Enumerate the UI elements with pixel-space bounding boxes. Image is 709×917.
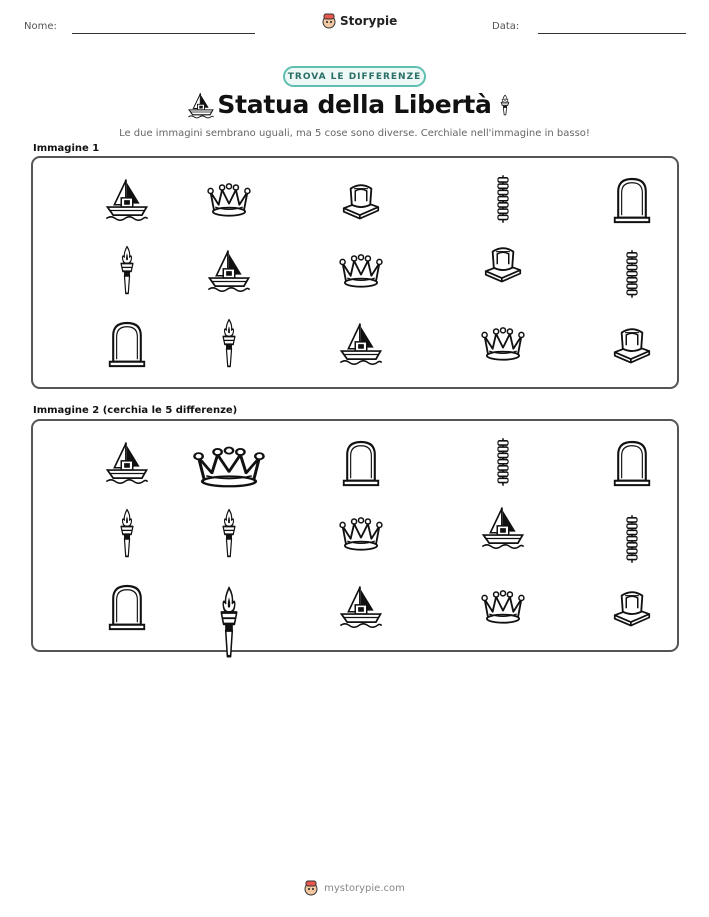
torch-icon[interactable] [197, 503, 261, 563]
date-label: Data: [492, 21, 520, 32]
crown-icon [329, 240, 393, 300]
panel2-label: Immagine 2 (cerchia le 5 differenze) [33, 405, 238, 416]
date-field[interactable] [538, 33, 686, 34]
brand-logo [322, 13, 397, 29]
image-2-panel[interactable] [31, 419, 679, 652]
spine-icon [600, 244, 664, 304]
tombstone-icon [95, 313, 159, 373]
tombstone-icon [600, 169, 664, 229]
panel1-label: Immagine 1 [33, 143, 100, 154]
torch-icon [95, 240, 159, 300]
pedestal-icon [471, 232, 535, 292]
footer [0, 880, 709, 896]
pedestal-icon [600, 313, 664, 373]
pie-mascot-icon [322, 13, 336, 29]
torch-icon[interactable] [95, 503, 159, 563]
torch-icon [197, 313, 261, 373]
boat-icon[interactable] [471, 497, 535, 557]
name-label: Nome: [24, 21, 57, 32]
name-field[interactable] [72, 33, 255, 34]
crown-icon [471, 313, 535, 373]
crown-icon[interactable] [471, 576, 535, 636]
boat-icon [197, 240, 261, 300]
crown-icon[interactable] [329, 503, 393, 563]
crown-icon[interactable] [187, 436, 271, 496]
badge: TROVA LE DIFFERENZE [283, 66, 426, 87]
page-title: Statua della Libertà [217, 90, 492, 119]
boat-icon [95, 169, 159, 229]
tombstone-icon[interactable] [95, 576, 159, 636]
image-1-panel [31, 156, 679, 389]
crown-icon [197, 169, 261, 229]
brand-name: Storypie [340, 14, 398, 28]
pie-mascot-icon [304, 880, 318, 896]
instructions: Le due immagini sembrano uguali, ma 5 cose sono diverse. Cerchiale nell'immagine in basso! [119, 128, 590, 139]
torch-icon [494, 91, 516, 123]
tombstone-icon[interactable] [600, 432, 664, 492]
tombstone-icon[interactable] [329, 432, 393, 492]
spine-icon[interactable] [471, 432, 535, 492]
boat-icon[interactable] [329, 576, 393, 636]
torch-icon[interactable] [203, 582, 255, 662]
pedestal-icon[interactable] [600, 576, 664, 636]
pedestal-icon [329, 169, 393, 229]
spine-icon [471, 169, 535, 229]
footer-url: mystorypie.com [324, 882, 405, 894]
boat-icon[interactable] [95, 432, 159, 492]
spine-icon[interactable] [600, 509, 664, 569]
boat-icon [329, 313, 393, 373]
